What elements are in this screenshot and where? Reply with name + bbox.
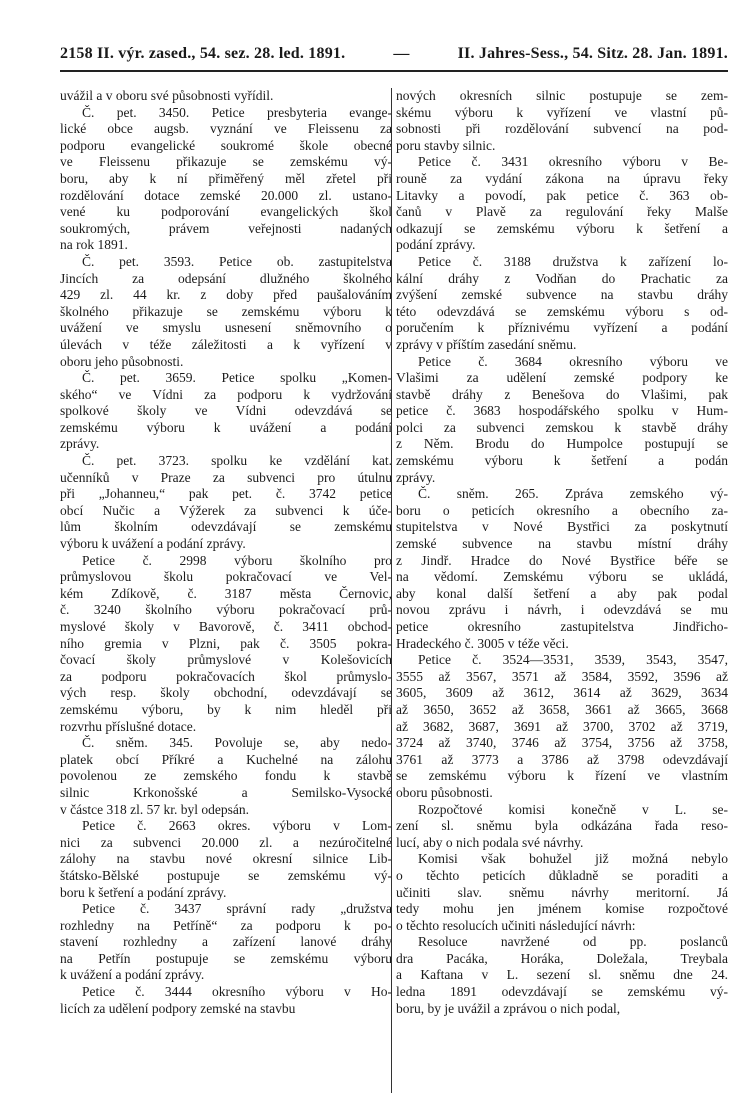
text-line: podání zprávy. xyxy=(396,237,476,253)
text-line: Petice č. 2998 výboru školního pro xyxy=(82,552,392,568)
text-line: Petice č. 2663 okres. výboru v Lom- xyxy=(82,818,392,834)
text-line: Litavky a povodí, pak petice č. 363 ob- xyxy=(396,187,728,203)
header-german: II. Jahres-Sess., 54. Sitz. 28. Jan. 1891. xyxy=(457,45,728,62)
text-line: podporu evangelické soukromé škole obecné xyxy=(60,137,392,153)
text-line: až 3650, 3652 až 3658, 3661 až 3665, 3668 xyxy=(396,701,728,717)
text-line: čanů v Plavě za regulování řeky Malše xyxy=(396,204,728,220)
text-line: myslové školy v Bavorově, č. 3411 obchod- xyxy=(60,619,392,634)
text-line: v částce 318 zl. 57 kr. byl odepsán. xyxy=(60,801,249,817)
text-line: školného přikazuje se zemskému výboru k xyxy=(60,303,392,319)
text-line: ledna 1891 odevzdávají se zemskému vý- xyxy=(396,984,728,1000)
text-line: ního gremia v Plzni, pak č. 3505 pokra- xyxy=(60,635,392,651)
text-line: 429 zl. 44 kr. z doby před paušalováním xyxy=(60,287,392,303)
text-line: zprávy. xyxy=(60,436,100,452)
text-line: stavbě dráhy z Benešova do Vlašimi, pak xyxy=(396,386,728,402)
text-line: Č. pet. 3450. Petice presbyteria evange- xyxy=(82,104,392,120)
text-line: ského“ ve Vídni za podporu k vydržování xyxy=(60,386,392,402)
text-line: oboru působnosti. xyxy=(396,784,493,800)
text-line: rozdělování dotace zemské 20.000 zl. ustano- xyxy=(60,187,392,203)
text-line: zvýšení zemské subvence na stavbu dráhy xyxy=(396,287,728,303)
text-line: z Něm. Brodu do Humpolce postupují se xyxy=(396,436,728,452)
text-line: povolenou ze zemského fondu k stavbě xyxy=(60,768,392,784)
text-line: lům školním odevzdávají se zemskému xyxy=(60,519,392,535)
right-column xyxy=(396,88,728,1017)
text-line: až 3682, 3687, 3691 až 3700, 3702 až 3719, xyxy=(396,718,728,734)
text-line: se zemskému výboru k řízení ve vlastním xyxy=(396,768,728,784)
text-line: rozvrhu příslušné dotace. xyxy=(60,718,197,734)
text-line: ve Fleissenu přikazuje se zemskému vý- xyxy=(60,154,392,170)
text-line: boru, by je uvážil a zprávou o nich podal, xyxy=(396,1000,621,1016)
text-line: k uvážení a podání zprávy. xyxy=(60,967,205,983)
text-line: Petice č. 3524—3531, 3539, 3543, 3547, xyxy=(418,652,728,668)
text-line: Rozpočtové komisi konečně v L. se- xyxy=(418,801,728,817)
text-line: zemskému výboru k uvážení a podání xyxy=(60,419,392,435)
text-line: Petice č. 3684 okresního výboru ve xyxy=(418,353,728,369)
text-line: Č. sněm. 345. Povoluje se, aby nedo- xyxy=(82,735,392,751)
text-line: polci za subvenci zemskou k stavbě dráhy xyxy=(396,419,728,435)
left-column xyxy=(60,88,392,1017)
text-line: Resoluce navržené od pp. poslanců xyxy=(418,934,728,950)
text-line: 3605, 3609 až 3612, 3614 až 3629, 3634 xyxy=(396,685,728,701)
text-line: Č. sněm. 265. Zpráva zemského vý- xyxy=(418,486,728,502)
text-line: oboru jeho působnosti. xyxy=(60,353,184,369)
text-line: zení sl. sněmu byla odkázána řada reso- xyxy=(396,818,728,834)
text-line: zprávy v příštím zasedání sněmu. xyxy=(396,336,577,352)
text-line: Č. pet. 3659. Petice spolku „Komen- xyxy=(82,370,392,386)
text-line: nových okresních silnic postupuje se zem- xyxy=(396,88,728,103)
text-line: odkazují se zemskému výboru k šetření a xyxy=(396,220,728,236)
text-line: Komisi však bohužel již možná nebylo xyxy=(418,851,728,867)
header-separator: — xyxy=(393,45,410,62)
text-line: při „Johanneu,“ pak pet. č. 3742 petice xyxy=(60,486,392,502)
text-line: uvážení ve smyslu usnesení sněmovního o xyxy=(60,320,392,336)
text-line: Petice č. 3188 družstva k zařízení lo- xyxy=(418,253,728,269)
text-line: Petice č. 3431 okresního výboru v Be- xyxy=(418,154,728,170)
column-divider xyxy=(391,88,392,1093)
header-rule xyxy=(60,70,728,72)
text-line: stupitelstva v Nové Bystřici za poskytnutí xyxy=(396,519,728,535)
text-line: Č. pet. 3593. Petice ob. zastupitelstva xyxy=(82,253,392,269)
text-line: 3555 až 3567, 3571 až 3584, 3592, 3596 až xyxy=(396,668,728,684)
text-line: tedy mohu jen jménem komise rozpočtové xyxy=(396,901,728,917)
text-line: aby konal další šetření a aby pak podal xyxy=(396,585,728,601)
text-line: učenníků v Praze za subvenci pro útulnu xyxy=(60,469,392,485)
text-line: soukromých, právem veřejnosti nadaných xyxy=(60,220,392,236)
text-line: na Petřín postupuje se zemskému výboru xyxy=(60,950,392,966)
text-line: průmyslovou školu pokračovací ve Vel- xyxy=(60,569,392,585)
text-line: petice č. 3683 hospodářského spolku v Hum- xyxy=(396,403,728,419)
text-line: vých resp. školy obchodní, odevzdávají se xyxy=(60,685,392,701)
text-line: této odevzdává se zemskému výboru s od- xyxy=(396,303,728,319)
header-czech: 2158 II. výr. zased., 54. sez. 28. led. 1891. xyxy=(60,45,346,62)
text-line: a Kaftana v L. sezení sl. sněmu dne 24. xyxy=(396,967,728,983)
text-line: petice okresního zastupitelstva Jindřicho- xyxy=(396,619,728,634)
text-line: boru k šetření a podání zprávy. xyxy=(60,884,227,900)
text-line: boru o peticích okresního a obecního za- xyxy=(396,502,728,518)
text-line: spolkové školy ve Vídni odevzdává se xyxy=(60,403,392,419)
text-line: učiniti slav. sněmu návrhy meritorní. Já xyxy=(396,884,728,900)
text-line: na rok 1891. xyxy=(60,237,128,253)
text-line: o těchto resolucích učiniti následující návrh: xyxy=(396,917,636,933)
text-line: vené ku podporování evangelických škol xyxy=(60,204,392,220)
text-line: stavení rozhledny a zařízení lanové dráhy xyxy=(60,934,392,950)
text-line: nici za subvenci 20.000 zl. a nezúročitelné xyxy=(60,834,392,850)
text-line: č. 3240 školního výboru pokračovací prů- xyxy=(60,602,392,618)
text-line: z Jindř. Hradce do Nové Bystřice béře se xyxy=(396,552,728,568)
text-line: silnic Krkonošské a Semilsko-Vysocké xyxy=(60,784,392,800)
text-line: novou zprávu i návrh, i odevzdává se mu xyxy=(396,602,728,618)
text-line: Hradeckého č. 3005 v téže věci. xyxy=(396,635,569,651)
text-line: výboru k uvážení a podání zprávy. xyxy=(60,536,246,552)
text-line: kém Zdíkově, č. 3187 města Černovic, xyxy=(60,585,392,601)
text-line: zemskému výboru, by k nim hleděl při xyxy=(60,701,392,717)
text-line: Č. pet. 3723. spolku ke vzdělání kat. xyxy=(82,453,392,469)
text-line: lucí, aby o nich podala své návrhy. xyxy=(396,834,584,850)
text-line: obcí Nučic a Výžerek za subvenci k úče- xyxy=(60,502,392,518)
text-line: rozhledny na Petříně“ za podporu k po- xyxy=(60,917,392,933)
text-line: za podporu pokračovacích škol průmyslo- xyxy=(60,668,392,684)
text-line: zemské subvence na stavbu místní dráhy xyxy=(396,536,728,552)
text-line: zprávy. xyxy=(396,469,436,485)
text-line: čovací školy průmyslové v Kolešovicích xyxy=(60,652,392,668)
text-line: licích za udělení podpory zemské na stavbu xyxy=(60,1000,296,1016)
text-line: štátsko-Bělské postupuje se zemskému vý- xyxy=(60,867,392,883)
text-line: lické obce augsb. vyznání ve Fleissenu za xyxy=(60,121,392,137)
text-line: rouně za vydání zákona na úpravu řeky xyxy=(396,170,728,186)
text-line: Petice č. 3444 okresního výboru v Ho- xyxy=(82,984,392,1000)
text-line: Petice č. 3437 správní rady „družstva xyxy=(82,901,392,917)
text-line: poručením k příznivému vyřízení a podání xyxy=(396,320,728,336)
text-line: uvážil a v oboru své působnosti vyřídil. xyxy=(60,88,274,103)
text-line: dra Pacáka, Horáka, Doležala, Treybala xyxy=(396,950,728,966)
text-line: zemskému výboru k šetření a podán xyxy=(396,453,728,469)
text-line: 3761 až 3773 a 3786 až 3798 odevzdávají xyxy=(396,751,728,767)
text-line: na vědomí. Zemskému výboru se ukládá, xyxy=(396,569,728,585)
text-line: Jincích za odepsání dlužného školného xyxy=(60,270,392,286)
running-header xyxy=(60,45,728,67)
text-line: boru, aby k ní přiměřený měl zřetel při xyxy=(60,170,392,186)
text-line: poru stavby silnic. xyxy=(396,137,496,153)
text-line: sobnosti při rozdělování subvencí na pod- xyxy=(396,121,728,137)
text-line: skému výboru k vyřízení ve vlastní pů- xyxy=(396,104,728,120)
text-line: 3724 až 3740, 3746 až 3754, 3756 až 3758, xyxy=(396,735,728,751)
text-line: o těchto peticích důkladně se poraditi a xyxy=(396,867,728,883)
text-line: kální dráhy z Vodňan do Prachatic za xyxy=(396,270,728,286)
text-line: platek obcí Příkré a Kuchelné na zálohu xyxy=(60,751,392,767)
text-line: úlevách v téže záležitosti a k vyřízení v xyxy=(60,336,392,352)
text-line: Vlašimi za udělení zemské podpory ke xyxy=(396,370,728,386)
text-line: zálohy na stavbu nové okresní silnice Lib- xyxy=(60,851,392,867)
